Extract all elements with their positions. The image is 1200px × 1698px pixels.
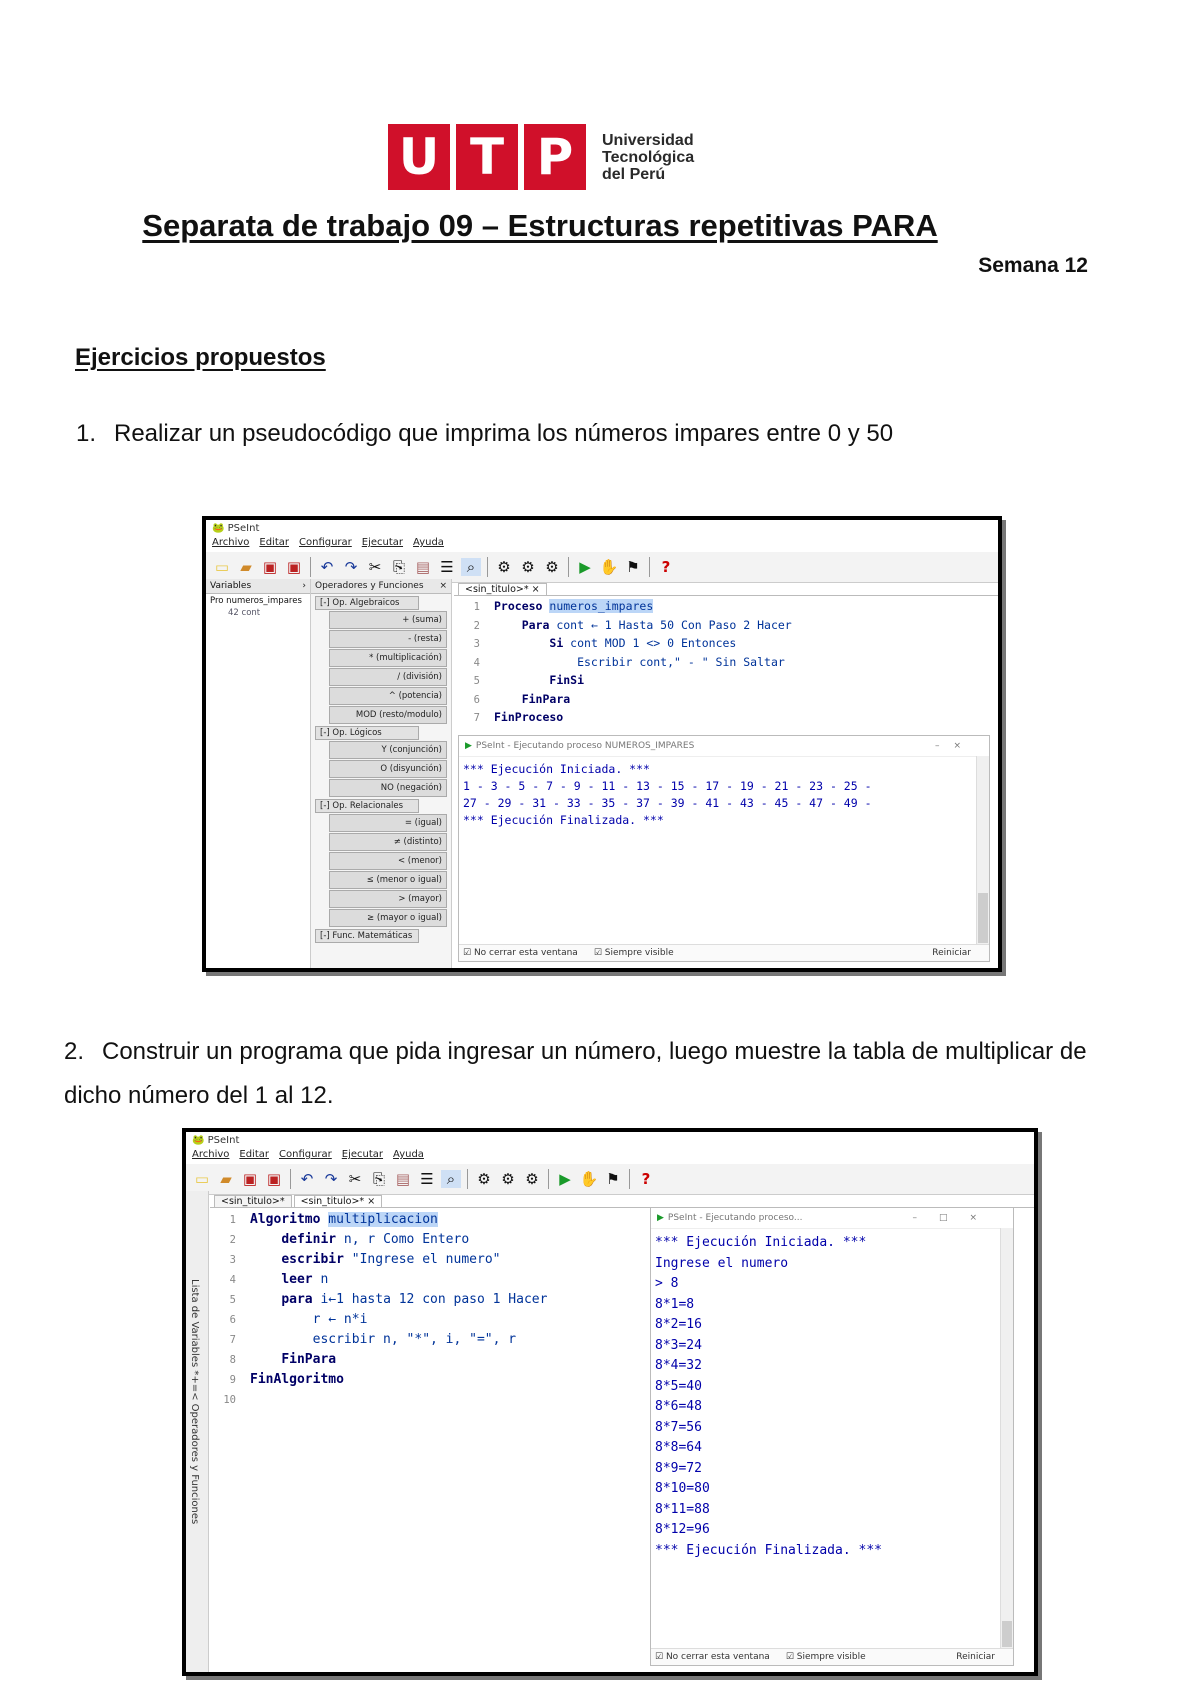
question-text: Construir un programa que pida ingresar un número, luego muestre la tabla de multiplicar de dicho número del 1 al 12. (64, 1038, 1087, 1109)
find-icon[interactable]: ⌕ (441, 1170, 461, 1188)
main-area (186, 1191, 1034, 1672)
question-1 (76, 412, 1136, 456)
menu-configurar[interactable]: Configurar (279, 1149, 332, 1160)
editor-tabs (454, 579, 998, 596)
section-heading: Ejercicios propuestos (75, 344, 326, 371)
code-keyword: FinPara (281, 1352, 337, 1367)
code-selection: numeros_impares (549, 599, 654, 613)
restart-button[interactable]: Reiniciar (956, 1652, 995, 1662)
code-text: cont ← 1 Hasta 50 Con Paso 2 Hacer (549, 617, 792, 632)
window-controls[interactable]: –□× (912, 1213, 999, 1223)
line-number: 3 (473, 638, 480, 650)
line-number: 3 (229, 1254, 236, 1266)
always-visible-checkbox[interactable]: ☑ Siempre visible (785, 1652, 866, 1662)
line-number: 7 (473, 712, 480, 724)
console-footer (651, 1648, 1013, 1665)
step-icon[interactable]: ✋ (599, 557, 619, 576)
console-line: 8*11=88 (655, 1501, 710, 1517)
line-number: 9 (229, 1374, 236, 1386)
code-keyword: Si (549, 636, 564, 650)
variables-process: Pro numeros_impares (210, 596, 302, 606)
code-keyword: FinProceso (494, 710, 564, 724)
console-output (651, 1229, 1013, 1565)
code-keyword: FinSi (549, 673, 585, 687)
console-line: 8*10=80 (655, 1481, 710, 1496)
help-icon[interactable]: ? (641, 1169, 651, 1188)
console-line: 8*12=96 (655, 1522, 710, 1537)
document-title-text: Separata de trabajo 09 – Estructuras repetitivas PARA (142, 208, 938, 243)
document-title (0, 208, 1080, 244)
always-visible-checkbox[interactable]: ☑ Siempre visible (593, 948, 674, 958)
flowchart-icon[interactable]: ⚑ (626, 557, 640, 576)
console-line: 1 - 3 - 5 - 7 - 9 - 11 - 13 - 15 - 17 - 19 - 21 - 23 - 25 - (463, 779, 872, 793)
code-text: n, r Como Entero (336, 1232, 470, 1247)
operator-button[interactable]: ≠ (distinto) (329, 833, 447, 851)
console-line: 27 - 29 - 31 - 33 - 35 - 37 - 39 - 41 - 43 - 45 - 47 - 49 - (463, 796, 872, 810)
debug-icon[interactable]: ⚙ (477, 1169, 491, 1188)
line-number: 4 (229, 1274, 236, 1286)
menu-ayuda[interactable]: Ayuda (393, 1149, 424, 1160)
menu-ayuda[interactable]: Ayuda (413, 537, 444, 548)
operator-button[interactable]: ^ (potencia) (329, 687, 447, 705)
cut-icon[interactable]: ✂ (348, 1169, 362, 1188)
editor-tabs (210, 1191, 1034, 1208)
operator-button[interactable]: * (multiplicación) (329, 649, 447, 667)
code-line (454, 691, 998, 710)
operator-button[interactable]: < (menor) (329, 852, 447, 870)
console-line: 8*8=64 (655, 1440, 702, 1455)
line-number: 6 (473, 693, 480, 706)
variables-item: 42 cont (228, 608, 261, 618)
undo-icon[interactable]: ↶ (320, 557, 334, 576)
console-line: > 8 (655, 1276, 679, 1291)
menu-bar (206, 537, 998, 552)
console-output (459, 757, 989, 833)
menu-ejecutar[interactable]: Ejecutar (341, 1149, 384, 1160)
logo-university-name (602, 132, 694, 183)
console-line: 8*1=8 (655, 1296, 695, 1312)
tab-sin-titulo-1[interactable]: <sin_titulo>* (214, 1195, 292, 1207)
save-as-icon[interactable]: ▣ (286, 557, 302, 576)
console-line: Ingrese el numero (655, 1255, 789, 1271)
pseint-screenshot-1 (202, 516, 1002, 972)
new-icon[interactable]: ▭ (194, 1169, 210, 1188)
utp-logo (388, 122, 694, 192)
code-keyword: Proceso (494, 599, 543, 613)
variables-header: Variables (210, 581, 252, 591)
line-number: 8 (229, 1354, 236, 1366)
run-icon: ▶ (657, 1213, 664, 1223)
new-icon[interactable]: ▭ (214, 557, 230, 576)
console-line: 8*5=40 (655, 1378, 702, 1394)
menu-bar (186, 1149, 1034, 1164)
execution-console (458, 735, 990, 962)
code-keyword: para (281, 1292, 313, 1307)
operator-button[interactable]: > (mayor) (329, 890, 447, 908)
console-title: PSeInt - Ejecutando proceso... (667, 1213, 803, 1223)
code-line (454, 617, 998, 636)
code-keyword: Para (521, 617, 550, 632)
pseudo-icon[interactable]: ⚙ (545, 557, 559, 576)
no-close-checkbox[interactable]: ☑ No cerrar esta ventana (655, 1652, 770, 1662)
week-label: Semana 12 (978, 254, 1088, 277)
open-icon[interactable]: ▰ (220, 1169, 232, 1188)
line-number: 2 (473, 619, 480, 632)
code-text: cont MOD 1 <> 0 Entonces (563, 636, 737, 650)
copy-icon[interactable]: ⎘ (392, 557, 405, 576)
open-icon[interactable]: ▰ (240, 557, 252, 576)
console-line: *** Ejecución Finalizada. *** (463, 813, 664, 827)
operator-button[interactable]: = (igual) (329, 814, 447, 832)
tab-sin-titulo[interactable]: <sin_titulo>* × (458, 583, 547, 595)
logo-letter-u: U (388, 124, 450, 190)
flow-icon[interactable]: ⚙ (501, 1169, 515, 1188)
line-number: 1 (229, 1214, 236, 1226)
code-text: escribir n, "*", i, "=", r (281, 1332, 517, 1347)
code-keyword: escribir (281, 1252, 344, 1267)
line-number: 10 (223, 1394, 236, 1406)
code-text: "Ingrese el numero" (343, 1252, 501, 1267)
copy-icon[interactable]: ⎘ (372, 1169, 385, 1188)
menu-archivo[interactable]: Archivo (192, 1149, 230, 1160)
variables-panel: Variables › Pro numeros_impares 42 cont (206, 579, 311, 968)
redo-icon[interactable]: ↷ (324, 1169, 338, 1188)
menu-configurar[interactable]: Configurar (299, 537, 352, 548)
undo-icon[interactable]: ↶ (300, 1169, 314, 1188)
operator-group[interactable]: [-] Op. Relacionales (315, 799, 419, 813)
line-number: 2 (229, 1234, 236, 1246)
operators-header: Operadores y Funciones (315, 581, 424, 591)
logo-letter-t: T (456, 124, 518, 190)
window-title: 🐸 PSeInt (192, 1135, 240, 1146)
console-line: *** Ejecución Iniciada. *** (463, 762, 650, 776)
redo-icon[interactable]: ↷ (344, 557, 358, 576)
line-number: 5 (229, 1294, 236, 1306)
help-icon[interactable]: ? (661, 557, 671, 576)
operator-group[interactable]: [-] Op. Algebraicos (315, 596, 419, 610)
code-line (454, 672, 998, 691)
console-title: PSeInt - Ejecutando proceso NUMEROS_IMPARES (475, 741, 695, 751)
console-line: 8*4=32 (655, 1358, 702, 1373)
save-icon[interactable]: ▣ (262, 557, 278, 576)
no-close-checkbox[interactable]: ☑ No cerrar esta ventana (463, 948, 578, 958)
run-icon: ▶ (465, 741, 472, 751)
operator-button[interactable]: O (disyunción) (329, 760, 447, 778)
console-line: 8*3=24 (655, 1337, 702, 1353)
console-line: 8*2=16 (655, 1317, 702, 1332)
console-line: 8*7=56 (655, 1419, 702, 1435)
code-line (454, 654, 998, 673)
step-icon[interactable]: ✋ (579, 1169, 599, 1188)
side-panel-bar[interactable] (186, 1191, 209, 1672)
flow-icon[interactable]: ⚙ (521, 557, 535, 576)
pseint-screenshot-2 (182, 1128, 1038, 1676)
operator-group[interactable]: [-] Func. Matemáticas (315, 929, 419, 943)
console-line: 8*9=72 (655, 1460, 702, 1476)
console-line: *** Ejecución Iniciada. *** (655, 1235, 867, 1250)
save-icon[interactable]: ▣ (242, 1169, 258, 1188)
tab-sin-titulo-2[interactable]: <sin_titulo>* × (294, 1195, 383, 1207)
code-selection: multiplicacion (328, 1212, 438, 1227)
operator-button[interactable]: + (suma) (329, 611, 447, 629)
flowchart-icon[interactable]: ⚑ (606, 1169, 620, 1188)
menu-editar[interactable]: Editar (239, 1149, 269, 1160)
operator-button[interactable]: NO (negación) (329, 779, 447, 797)
pseudo-icon[interactable]: ⚙ (525, 1169, 539, 1188)
line-number: 6 (229, 1314, 236, 1326)
code-keyword: FinAlgoritmo (250, 1372, 344, 1387)
operator-button[interactable]: ≥ (mayor o igual) (329, 909, 447, 927)
execution-console (650, 1207, 1014, 1666)
code-line (454, 598, 998, 617)
code-keyword: leer (281, 1272, 313, 1287)
question-number: 1. (76, 420, 97, 447)
indent-icon[interactable]: ☰ (420, 1169, 434, 1188)
run-icon[interactable]: ▶ (559, 1169, 571, 1188)
logo-letter-p: P (524, 124, 586, 190)
logo-name-line: Universidad (602, 131, 694, 149)
paste-icon[interactable]: ▤ (415, 557, 431, 576)
code-keyword: definir (281, 1232, 337, 1247)
code-line (454, 635, 998, 654)
console-footer (459, 944, 989, 961)
find-icon[interactable]: ⌕ (461, 558, 481, 576)
console-line: *** Ejecución Finalizada. *** (655, 1542, 882, 1558)
code-keyword: FinPara (521, 691, 571, 706)
menu-archivo[interactable]: Archivo (212, 537, 250, 548)
code-text: i←1 hasta 12 con paso 1 Hacer (312, 1292, 548, 1307)
operator-group[interactable]: [-] Op. Lógicos (315, 726, 419, 740)
code-text: n (312, 1272, 329, 1287)
console-scrollbar[interactable] (976, 756, 989, 945)
code-text: r ← n*i (281, 1312, 368, 1327)
debug-icon[interactable]: ⚙ (497, 557, 511, 576)
close-icon[interactable]: × (439, 581, 447, 591)
cut-icon[interactable]: ✂ (368, 557, 382, 576)
operator-button[interactable]: ≤ (menor o igual) (329, 871, 447, 889)
restart-button[interactable]: Reiniciar (932, 948, 971, 958)
save-as-icon[interactable]: ▣ (266, 1169, 282, 1188)
line-number: 4 (473, 656, 480, 669)
line-number: 1 (473, 601, 480, 613)
question-number: 2. (64, 1038, 85, 1065)
logo-name-line: Tecnológica (602, 148, 695, 166)
line-number: 7 (229, 1334, 236, 1346)
side-panel-labels: Lista de Variables *+=< Operadores y Funciones (189, 1279, 200, 1525)
paste-icon[interactable]: ▤ (395, 1169, 411, 1188)
window-title: 🐸 PSeInt (212, 523, 260, 534)
question-2 (64, 1030, 1144, 1118)
menu-ejecutar[interactable]: Ejecutar (361, 537, 404, 548)
indent-icon[interactable]: ☰ (440, 557, 454, 576)
code-line (454, 709, 998, 728)
operator-button[interactable]: / (división) (329, 668, 447, 686)
console-line: 8*6=48 (655, 1399, 702, 1414)
code-keyword: Algoritmo (250, 1212, 321, 1227)
window-controls[interactable]: –× (934, 741, 975, 751)
line-number: 5 (473, 675, 480, 687)
operator-button[interactable]: MOD (resto/modulo) (329, 706, 447, 724)
logo-name-line: del Perú (602, 165, 666, 183)
editor-area (210, 1191, 1034, 1672)
run-icon[interactable]: ▶ (579, 557, 591, 576)
question-text: Realizar un pseudocódigo que imprima los números impares entre 0 y 50 (114, 420, 894, 447)
console-scrollbar[interactable] (1000, 1228, 1013, 1649)
operator-button[interactable]: - (resta) (329, 630, 447, 648)
code-text: Escribir cont," - " Sin Saltar (549, 654, 785, 669)
code-editor[interactable] (454, 596, 998, 728)
operator-button[interactable]: Y (conjunción) (329, 741, 447, 759)
menu-editar[interactable]: Editar (259, 537, 289, 548)
operators-panel (311, 579, 452, 968)
editor-area (454, 579, 998, 968)
